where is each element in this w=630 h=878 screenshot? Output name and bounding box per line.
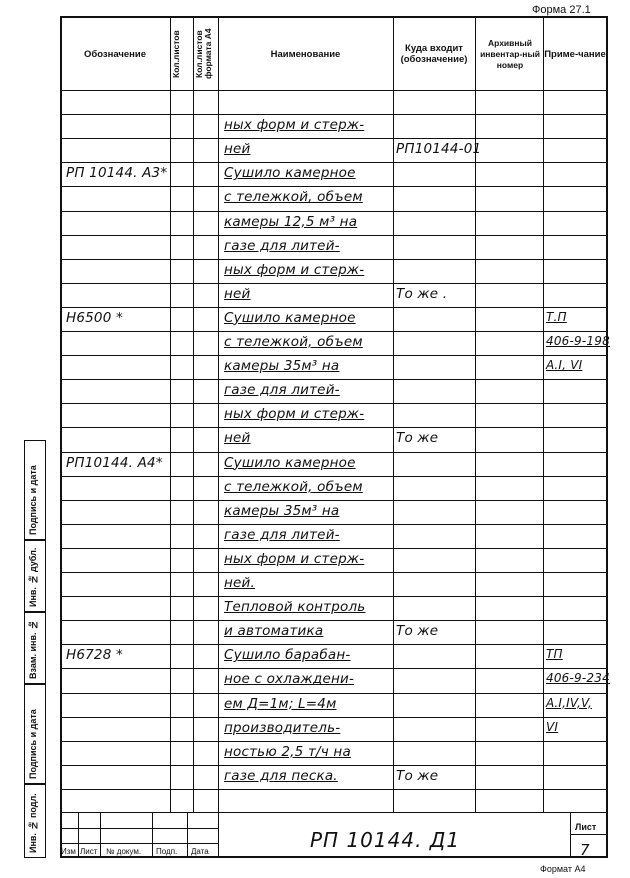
document-code: РП 10144. Д1 bbox=[310, 828, 461, 852]
cell-name: ем Д=1м; L=4м bbox=[224, 695, 337, 712]
cell-designation: Н6728 * bbox=[66, 647, 123, 664]
title-block-top bbox=[60, 812, 608, 813]
title-block-divider bbox=[78, 812, 79, 858]
cell-name: с тележкой, объем bbox=[224, 189, 363, 206]
header-sheets-count: Кол.листов bbox=[171, 30, 181, 78]
cell-name: газе для литей- bbox=[224, 526, 340, 543]
cell-name: газе для литей- bbox=[224, 382, 340, 399]
row-line bbox=[60, 476, 608, 477]
header-sheets-a4: Кол.листов формата А4 bbox=[194, 28, 213, 80]
header-where-used: Куда входит (обозначение) bbox=[400, 43, 468, 65]
cell-name: ных форм и стерж- bbox=[224, 550, 365, 567]
stamp-label-date: Дата bbox=[191, 847, 209, 856]
cell-note: Т.П bbox=[546, 309, 567, 324]
form-label: Форма 27.1 bbox=[532, 4, 591, 16]
cell-name: ное с охлаждени- bbox=[224, 671, 355, 688]
cell-name: Сушило барабан- bbox=[224, 647, 351, 664]
cell-name: ней bbox=[224, 430, 251, 447]
row-line bbox=[60, 572, 608, 573]
row-line bbox=[60, 259, 608, 260]
stamp-label-sheet: Лист bbox=[80, 847, 98, 856]
row-line bbox=[60, 668, 608, 669]
title-block-divider bbox=[570, 812, 571, 858]
row-line bbox=[60, 693, 608, 694]
footer-format: Формат А4 bbox=[540, 864, 586, 874]
cell-designation: Н6500 * bbox=[66, 309, 123, 326]
cell-note: А.I, VI bbox=[546, 358, 583, 373]
side-label-sign-date: Подпись и дата bbox=[28, 465, 38, 535]
title-block-divider bbox=[152, 812, 153, 858]
col-divider bbox=[218, 16, 219, 858]
row-line bbox=[60, 355, 608, 356]
row-line bbox=[60, 379, 608, 380]
cell-name: с тележкой, объем bbox=[224, 334, 363, 350]
cell-designation: РП10144. А4* bbox=[66, 454, 163, 471]
title-block-divider bbox=[100, 812, 101, 858]
cell-note: ТП bbox=[546, 647, 563, 662]
cell-where: То же bbox=[396, 767, 439, 784]
row-line bbox=[60, 765, 608, 766]
title-block-line bbox=[60, 843, 218, 844]
cell-name: ней. bbox=[224, 575, 255, 591]
cell-where: РП10144-01 bbox=[396, 141, 482, 158]
cell-name: камеры 35м³ на bbox=[224, 358, 340, 375]
title-block-divider bbox=[187, 812, 188, 858]
row-line bbox=[60, 717, 608, 718]
stamp-label-sign: Подп. bbox=[156, 847, 178, 856]
side-label-dupl-inv: Инв. № дубл. bbox=[28, 547, 38, 607]
header-name: Наименование bbox=[270, 48, 341, 60]
side-label-repl-inv: Взам. инв. № bbox=[28, 619, 38, 679]
row-line bbox=[60, 620, 608, 621]
row-line bbox=[60, 211, 608, 212]
cell-note: 406-9-234 bbox=[546, 671, 610, 686]
row-line bbox=[60, 186, 608, 187]
cell-name: Сушило камерное bbox=[224, 165, 356, 182]
cell-name: Сушило камерное bbox=[224, 454, 356, 471]
sheet-label: Лист bbox=[575, 822, 597, 832]
cell-name: ных форм и стерж- bbox=[224, 117, 365, 134]
cell-where: То же . bbox=[396, 285, 448, 302]
row-line bbox=[60, 524, 608, 525]
cell-where: То же bbox=[396, 430, 439, 447]
title-block-line bbox=[60, 828, 218, 829]
cell-name: ных форм и стерж- bbox=[224, 261, 365, 278]
cell-name: ней bbox=[224, 141, 251, 158]
cell-name: газе для песка. bbox=[224, 767, 338, 784]
stamp-label-doc: № докум. bbox=[106, 847, 142, 856]
cell-note: А.I,IV,V, bbox=[546, 695, 593, 710]
cell-name: камеры 12,5 м³ на bbox=[224, 213, 358, 230]
row-line bbox=[60, 789, 608, 790]
row-line bbox=[60, 235, 608, 236]
cell-designation: РП 10144. А3* bbox=[66, 165, 168, 182]
cell-note: VI bbox=[546, 719, 559, 734]
header-note: Приме-чание bbox=[544, 48, 606, 60]
row-line bbox=[60, 427, 608, 428]
row-line bbox=[60, 90, 608, 91]
side-label-orig-inv: Инв. № подл. bbox=[28, 793, 38, 853]
row-line bbox=[60, 644, 608, 645]
row-line bbox=[60, 403, 608, 404]
cell-name: Тепловой контроль bbox=[224, 599, 366, 616]
row-line bbox=[60, 500, 608, 501]
cell-name: ней bbox=[224, 285, 251, 302]
cell-name: с тележкой, объем bbox=[224, 478, 363, 495]
row-line bbox=[60, 596, 608, 597]
row-line bbox=[60, 452, 608, 453]
row-line bbox=[60, 283, 608, 284]
stamp-label-change: Изм bbox=[61, 847, 76, 856]
title-block-line bbox=[570, 834, 608, 835]
row-line bbox=[60, 741, 608, 742]
row-line bbox=[60, 138, 608, 139]
cell-name: камеры 35м³ на bbox=[224, 502, 340, 519]
header-archive: Архивный инвентар-ный номер bbox=[480, 37, 540, 70]
row-line bbox=[60, 548, 608, 549]
row-line bbox=[60, 114, 608, 115]
cell-name: Сушило камерное bbox=[224, 309, 356, 326]
sheet-number: 7 bbox=[580, 841, 590, 859]
cell-note: 406-9-198 bbox=[546, 334, 610, 348]
header-designation: Обозначение bbox=[83, 48, 147, 60]
cell-name: газе для литей- bbox=[224, 237, 340, 254]
cell-name: ных форм и стерж- bbox=[224, 406, 365, 423]
row-line bbox=[60, 307, 608, 308]
row-line bbox=[60, 162, 608, 163]
row-line bbox=[60, 331, 608, 332]
cell-name: ностью 2,5 т/ч на bbox=[224, 743, 351, 760]
side-label-sign-date-2: Подпись и дата bbox=[28, 709, 38, 779]
cell-name: и автоматика bbox=[224, 623, 324, 640]
cell-name: производитель- bbox=[224, 719, 341, 736]
cell-where: То же bbox=[396, 623, 439, 640]
